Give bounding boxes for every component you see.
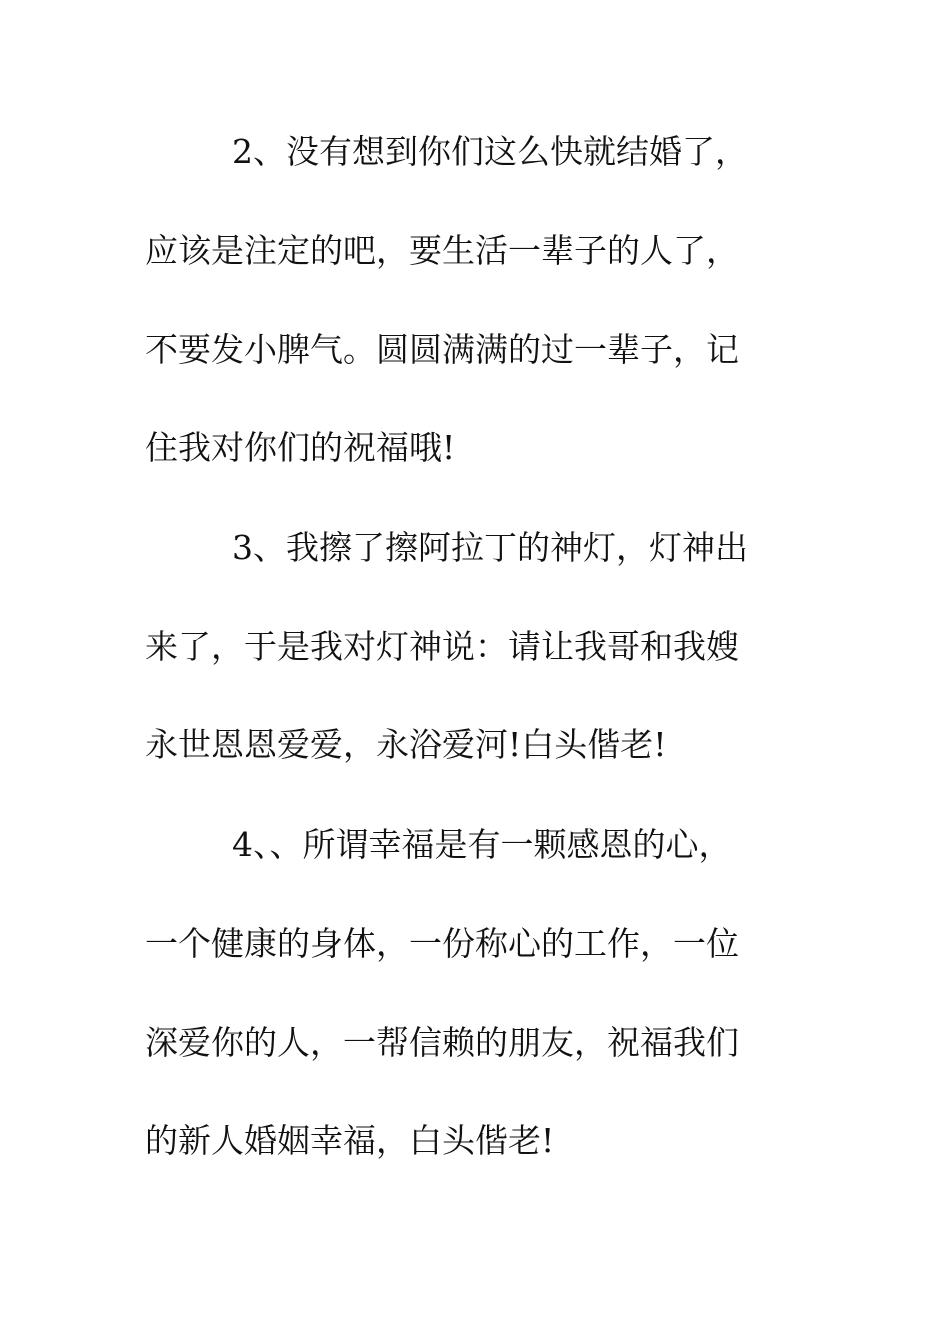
paragraph-2-line-1: 2、没有想到你们这么快就结婚了， [232,132,748,171]
paragraph-2-line-4: 住我对你们的祝福哦! [145,428,456,467]
paragraph-4-line-2: 一个健康的身体，一份称心的工作，一位 [145,924,739,963]
paragraph-2-line-2: 应该是注定的吧，要生活一辈子的人了， [145,231,739,270]
paragraph-3-line-1: 3、我擦了擦阿拉丁的神灯，灯神出 [232,528,748,567]
paragraph-4-line-4: 的新人婚姻幸福，白头偕老! [145,1121,555,1160]
paragraph-4-line-1: 4、、所谓幸福是有一颗感恩的心， [232,825,732,864]
paragraph-3-line-2: 来了，于是我对灯神说：请让我哥和我嫂 [145,627,739,666]
paragraph-4-line-3: 深爱你的人，一帮信赖的朋友，祝福我们 [145,1023,739,1062]
paragraph-3-line-3: 永世恩恩爱爱，永浴爱河!白头偕老! [145,725,667,764]
paragraph-2-line-3: 不要发小脾气。圆圆满满的过一辈子，记 [145,330,739,369]
